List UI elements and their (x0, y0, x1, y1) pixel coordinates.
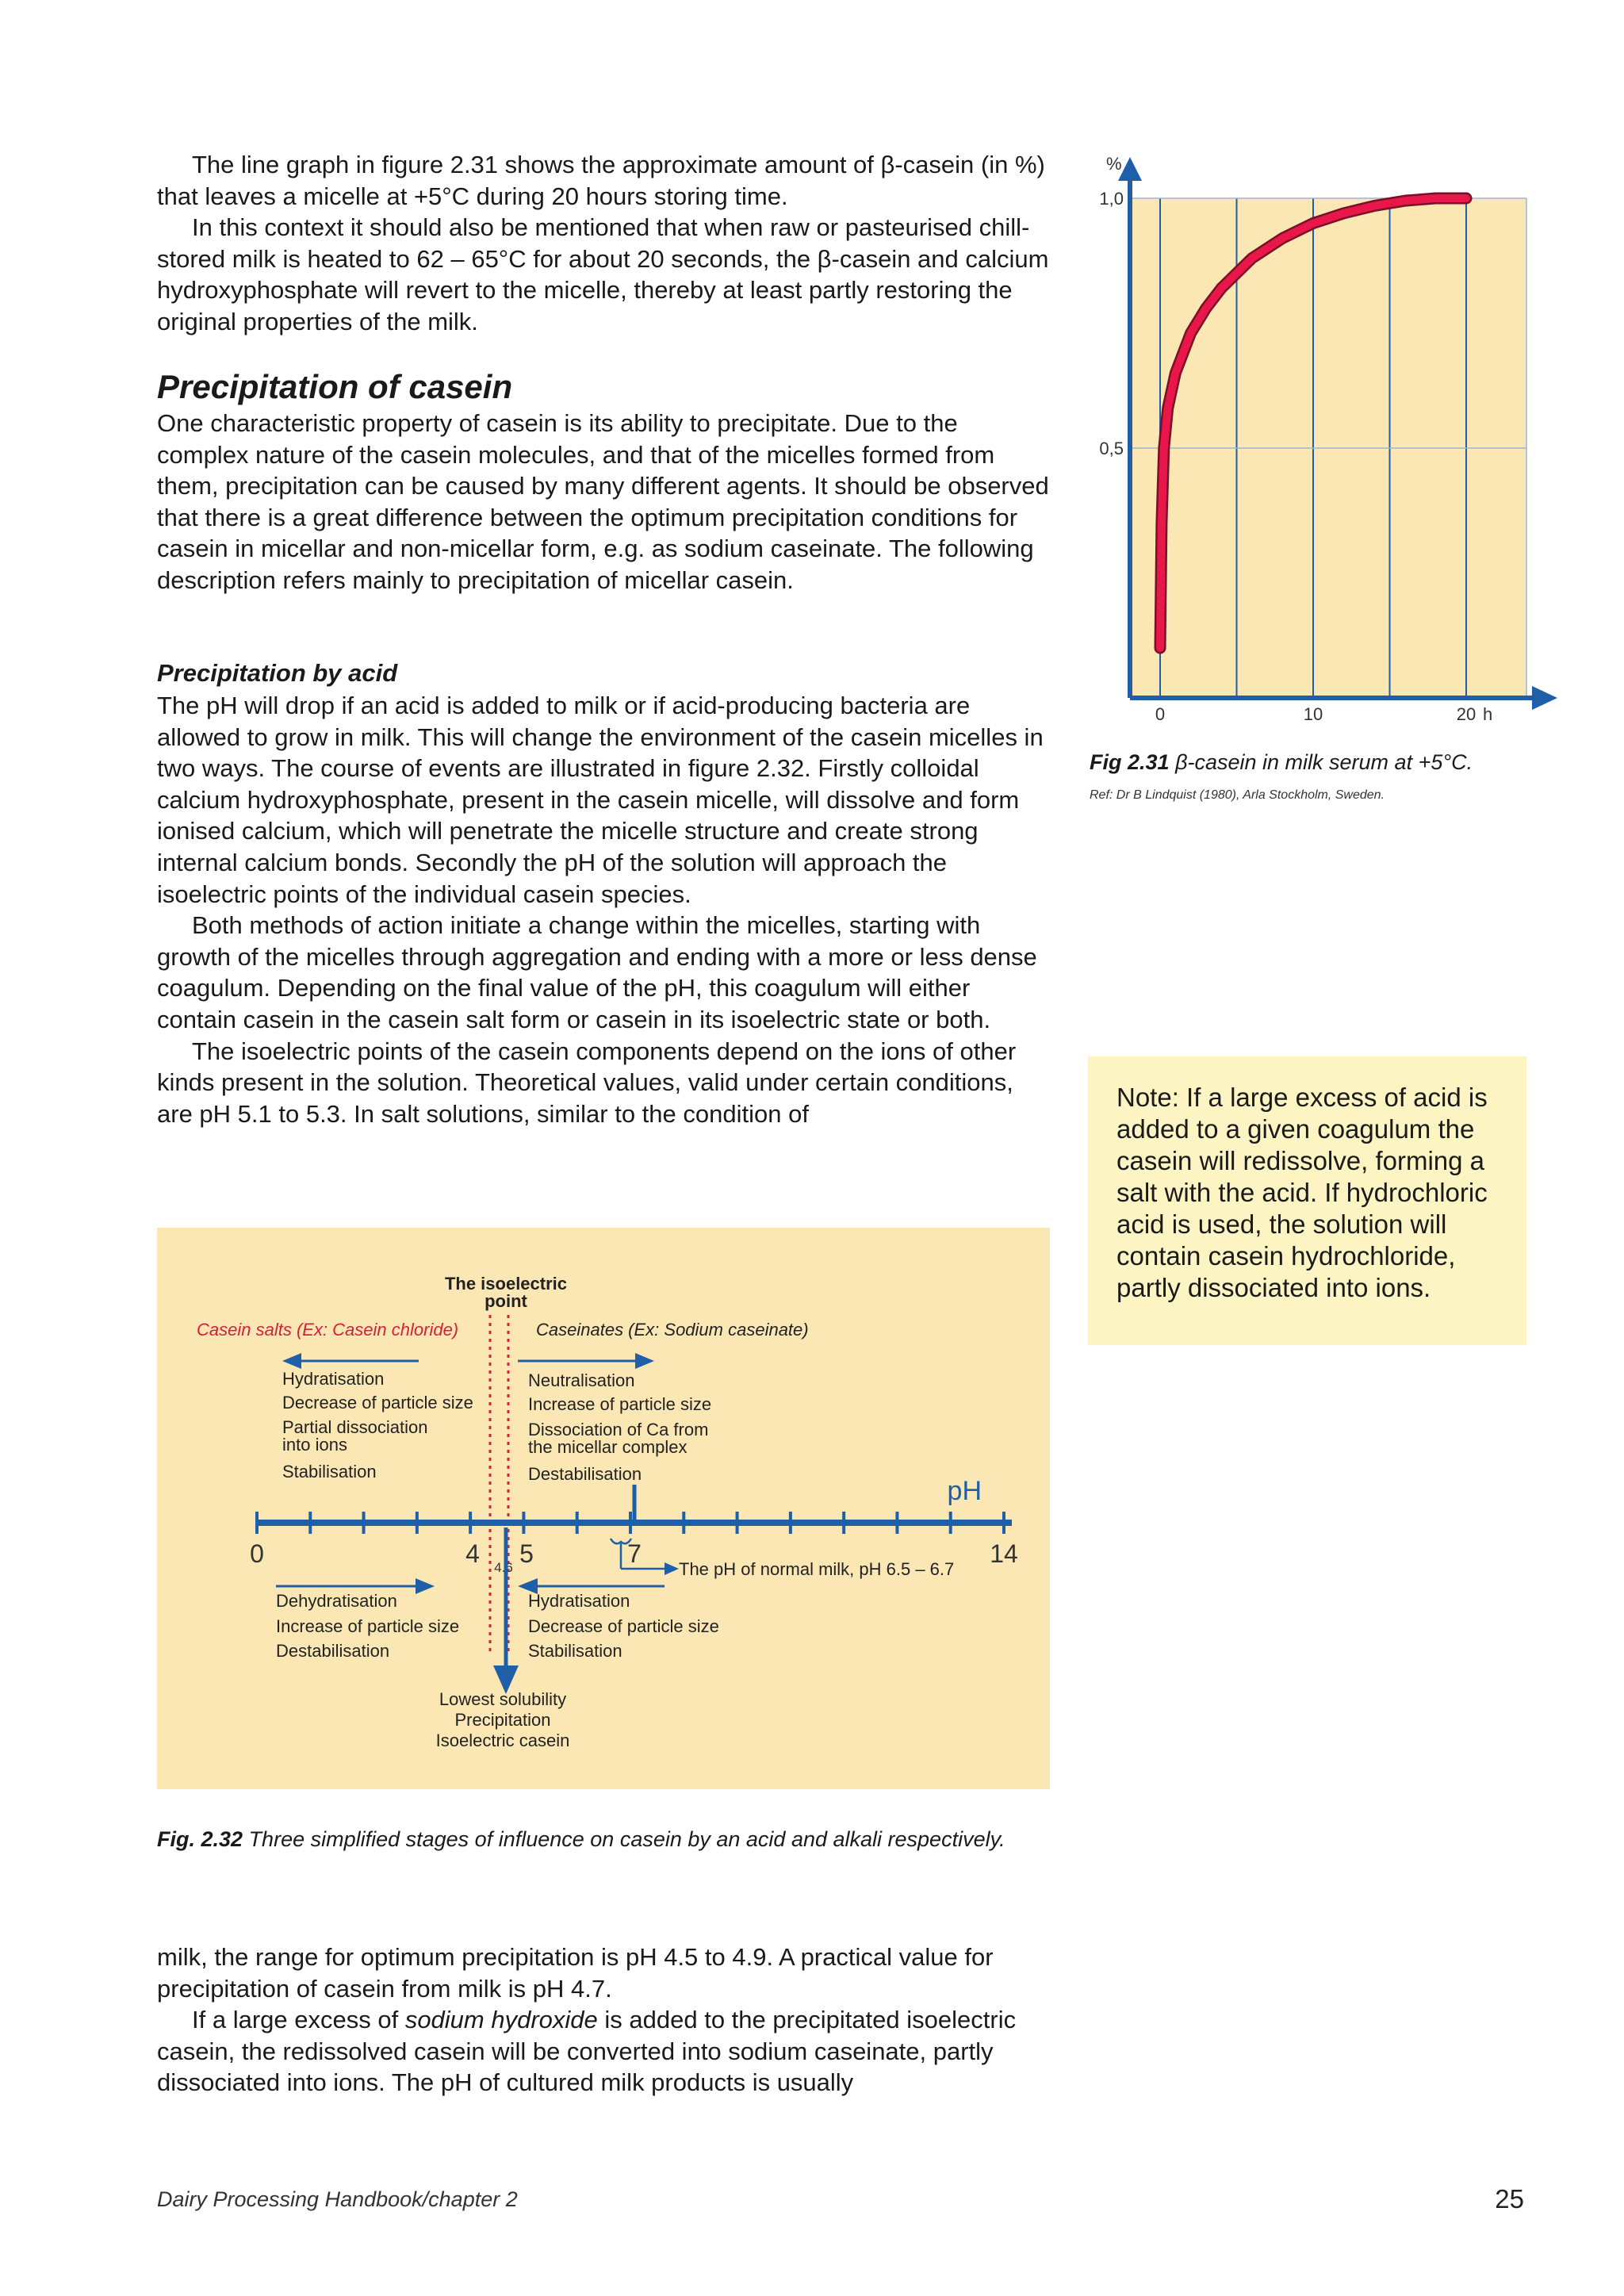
x-axis-arrowhead (1532, 686, 1557, 710)
x-tick-label: 0 (1155, 704, 1166, 724)
x-tick-label: 20 (1456, 704, 1477, 724)
fig32-caption (157, 1826, 1053, 1853)
fig31-chart (1063, 151, 1570, 738)
section-paragraph: One characteristic property of casein is its ability to precipitate. Due to the complex nature of the casein molecules, and that of the micelles formed from them, precipitation can be caused by many different agents. It should be observed that there is a great difference between the optimum precipitation conditions for casein in micellar and non-micellar form, e.g. as sodium caseinate. The following description refers mainly to precipitation of micellar casein. (157, 409, 1049, 594)
fig32-diagram (157, 1228, 1050, 1789)
subsection-paragraph-2: Both methods of action initiate a change within the micelles, starting with growth of the micelles through aggregation and ending with a more or less dense coagulum. Depending on the final value of the pH, this coagulum will either contain casein in the casein salt form or casein in its isoelectric state or both. (157, 911, 1037, 1033)
fig31-caption-text: β-casein in milk serum at +5°C. (1175, 750, 1473, 774)
isoelectric-title-line2: point (485, 1291, 527, 1311)
normal-milk-pointer-arrowhead (665, 1562, 679, 1575)
page-number: 25 (1495, 2184, 1524, 2214)
left-top-item-5: Stabilisation (282, 1462, 377, 1481)
continuation-block (157, 1941, 1053, 2099)
continuation-text-a: If a large excess of (192, 2006, 405, 2034)
left-bottom-item-3: Destabilisation (276, 1641, 390, 1661)
section-heading: Precipitation of casein (157, 368, 513, 405)
continuation-text-b: is added to the precipitated isoelectric casein, the redissolved casein will be converted into sodium caseinate, partly dissociated into ions. The pH of cultured milk products is usually (157, 2006, 1017, 2097)
continuation-paragraph-1: milk, the range for optimum precipitation is pH 4.5 to 4.9. A practical value for precipitation of casein from milk is pH 4.7. (157, 1943, 994, 2003)
right-top-item-3: Dissociation of Ca from (528, 1420, 709, 1439)
intro-paragraph-2: In this context it should also be mentioned that when raw or pasteurised chill-stored milk is heated to 62 – 65°C for about 20 seconds, the β-casein and calcium hydroxyphosphate will revert to the micelle, thereby at least partly restoring the original properties of the milk. (157, 213, 1049, 335)
right-bottom-item-2: Decrease of particle size (528, 1616, 719, 1636)
continuation-emphasis: sodium hydroxide (404, 2006, 598, 2034)
left-top-item-4: into ions (282, 1435, 347, 1455)
continuation-paragraph-2 (157, 2004, 1053, 2099)
x-tick-label: 10 (1303, 704, 1323, 724)
isoelectric-title-line1: The isoelectric (444, 1274, 568, 1294)
left-top-item-1: Hydratisation (282, 1369, 385, 1389)
ph-tick-label-7: 7 (627, 1539, 642, 1568)
left-top-item-3: Partial dissociation (282, 1417, 428, 1437)
fig31-reference: Ref: Dr B Lindquist (1980), Arla Stockholm, Sweden. (1090, 788, 1385, 802)
fig32-caption-text: Three simplified stages of influence on casein by an acid and alkali respectively. (248, 1827, 1005, 1851)
caseinates-label: Caseinates (Ex: Sodium caseinate) (536, 1320, 809, 1340)
lowest-solubility-line1: Lowest solubility (439, 1689, 567, 1709)
subsection-paragraph-3: The isoelectric points of the casein components depend on the ions of other kinds present in the solution. Theoretical values, valid under certain conditions, are pH 5.1 to 5.3. In salt solutions, similar to the condition of (157, 1037, 1017, 1128)
intro-block (157, 149, 1053, 338)
ph-tick-label-4-6: 4.6 (494, 1560, 513, 1575)
note-text: Note: If a large excess of acid is added to a given coagulum the casein will redissolve, forming a salt with the acid. If hydrochloric acid is used, the solution will contain casein hydrochloride, partly dissociated into ions. (1116, 1083, 1488, 1302)
right-top-item-2: Increase of particle size (528, 1394, 712, 1414)
subsection-paragraph-1: The pH will drop if an acid is added to milk or if acid-producing bacteria are allowed to grow in milk. This will change the environment of the casein micelles in two ways. The course of events are illustrated in figure 2.32. Firstly colloidal calcium hydroxyphosphate, present in the casein micelle, will dissolve and form ionised calcium, which will penetrate the micelle structure and create strong internal calcium bonds. Secondly the pH of the solution will approach the isoelectric points of the individual casein species. (157, 692, 1044, 908)
right-top-item-5: Destabilisation (528, 1464, 642, 1484)
lowest-solubility-line2: Precipitation (454, 1710, 551, 1730)
ph-tick-label-0: 0 (250, 1539, 264, 1568)
footer-title: Dairy Processing Handbook/chapter 2 (157, 2187, 518, 2211)
intro-paragraph-1: The line graph in figure 2.31 shows the approximate amount of β-casein (in %) that leaves a micelle at +5°C during 20 hours storing time. (157, 151, 1045, 210)
fig31-caption (1090, 749, 1613, 776)
normal-milk-label: The pH of normal milk, pH 6.5 – 6.7 (679, 1559, 955, 1579)
left-bottom-arrowhead (416, 1578, 435, 1594)
x-axis-unit-label: h (1483, 704, 1493, 724)
right-bottom-item-1: Hydratisation (528, 1591, 630, 1611)
fig31-caption-number: Fig 2.31 (1090, 750, 1170, 774)
fig32-caption-number: Fig. 2.32 (157, 1827, 243, 1851)
right-bottom-item-3: Stabilisation (528, 1641, 622, 1661)
left-top-item-2: Decrease of particle size (282, 1393, 473, 1412)
y-tick-label: 1,0 (1099, 189, 1124, 209)
left-bottom-item-2: Increase of particle size (276, 1616, 460, 1636)
left-top-arrowhead (282, 1353, 301, 1369)
right-top-arrowhead (635, 1353, 654, 1369)
y-tick-label: 0,5 (1099, 439, 1124, 458)
ph-tick-label-14: 14 (990, 1539, 1018, 1568)
subsection-heading: Precipitation by acid (157, 659, 398, 687)
y-axis-unit-label: % (1106, 154, 1122, 174)
subsection-block (157, 690, 1053, 1129)
ph-tick-label-4: 4 (465, 1539, 480, 1568)
casein-salts-label: Casein salts (Ex: Casein chloride) (197, 1320, 459, 1340)
section-block (157, 408, 1053, 596)
right-top-item-1: Neutralisation (528, 1370, 635, 1390)
left-bottom-item-1: Dehydratisation (276, 1591, 397, 1611)
right-top-item-4: the micellar complex (528, 1437, 688, 1457)
ph-tick-label-5: 5 (519, 1539, 534, 1568)
lowest-solubility-line3: Isoelectric casein (435, 1731, 570, 1750)
note-box (1088, 1056, 1526, 1345)
fig32-svg (157, 1228, 1050, 1789)
ph-axis-label: pH (947, 1476, 982, 1506)
